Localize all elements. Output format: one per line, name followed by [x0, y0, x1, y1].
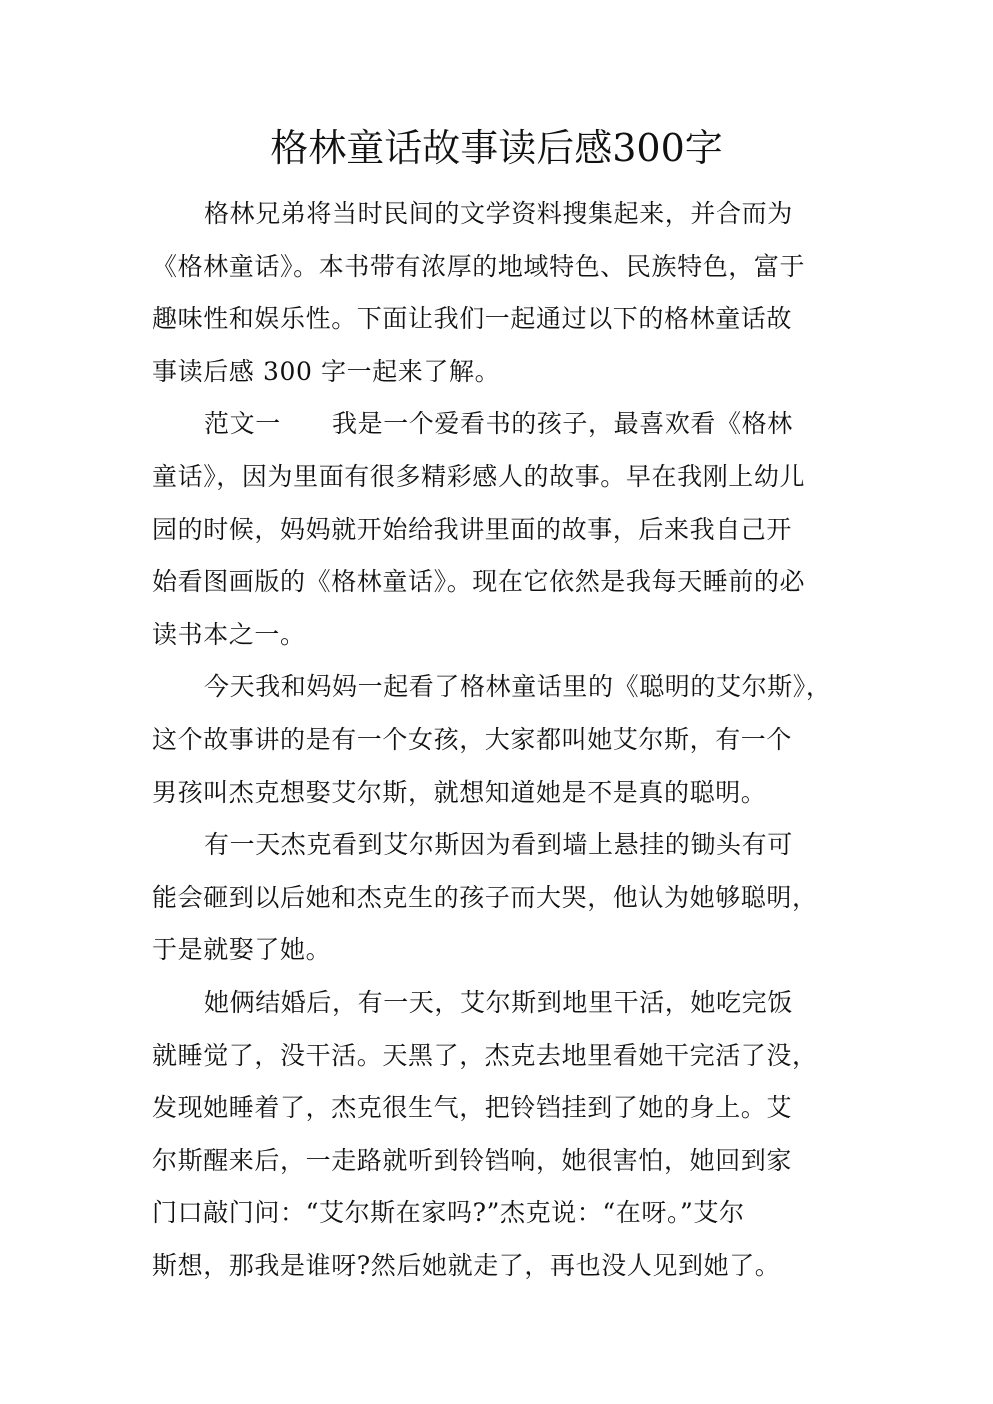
text-line: 童话》，因为里面有很多精彩感人的故事。早在我刚上幼儿 [152, 461, 806, 491]
text-line: 发现她睡着了，杰克很生气，把铃铛挂到了她的身上。艾 [152, 1093, 793, 1123]
paragraph [152, 188, 852, 398]
text-line: 门口敲门问：“艾尔斯在家吗?”杰克说：“在呀。”艾尔 [152, 1198, 745, 1228]
text-line: 趣味性和娱乐性。下面让我们一起通过以下的格林童话故 [152, 304, 793, 334]
paragraph [152, 661, 852, 819]
text-line: 格林兄弟将当时民间的文学资料搜集起来，并合而为 [204, 199, 793, 228]
text-line: 就睡觉了，没干活。天黑了，杰克去地里看她干完活了没， [152, 1040, 818, 1070]
text-line: 读书本之一。 [152, 619, 306, 649]
text-line: 今天我和妈妈一起看了格林童话里的《聪明的艾尔斯》， [204, 672, 832, 702]
text-line: 斯想，那我是谁呀?然后她就走了，再也没人见到她了。 [152, 1250, 781, 1280]
paragraph [152, 398, 852, 661]
document-body [152, 188, 852, 1292]
paragraph [152, 819, 852, 977]
text-line: 这个故事讲的是有一个女孩，大家都叫她艾尔斯，有一个 [152, 724, 793, 754]
text-line: 《格林童话》。本书带有浓厚的地域特色、民族特色，富于 [152, 251, 806, 281]
text-line: 男孩叫杰克想娶艾尔斯，就想知道她是不是真的聪明。 [152, 777, 767, 807]
text-line: 尔斯醒来后，一走路就听到铃铛响，她很害怕，她回到家 [152, 1145, 793, 1175]
text-line: 始看图画版的《格林童话》。现在它依然是我每天睡前的必 [152, 567, 806, 597]
text-line: 范文一 我是一个爱看书的孩子，最喜欢看《格林 [204, 409, 793, 439]
text-line: 园的时候，妈妈就开始给我讲里面的故事，后来我自己开 [152, 514, 793, 544]
text-line: 有一天杰克看到艾尔斯因为看到墙上悬挂的锄头有可 [204, 830, 793, 860]
document-title: 格林童话故事读后感300字 [270, 126, 723, 170]
paragraph [152, 977, 852, 1293]
text-line: 能会砸到以后她和杰克生的孩子而大哭，他认为她够聪明， [152, 882, 818, 912]
text-line: 事读后感 300 字一起来了解。 [152, 356, 501, 386]
text-line: 于是就娶了她。 [152, 935, 332, 965]
text-line: 她俩结婚后，有一天，艾尔斯到地里干活，她吃完饭 [204, 987, 793, 1017]
